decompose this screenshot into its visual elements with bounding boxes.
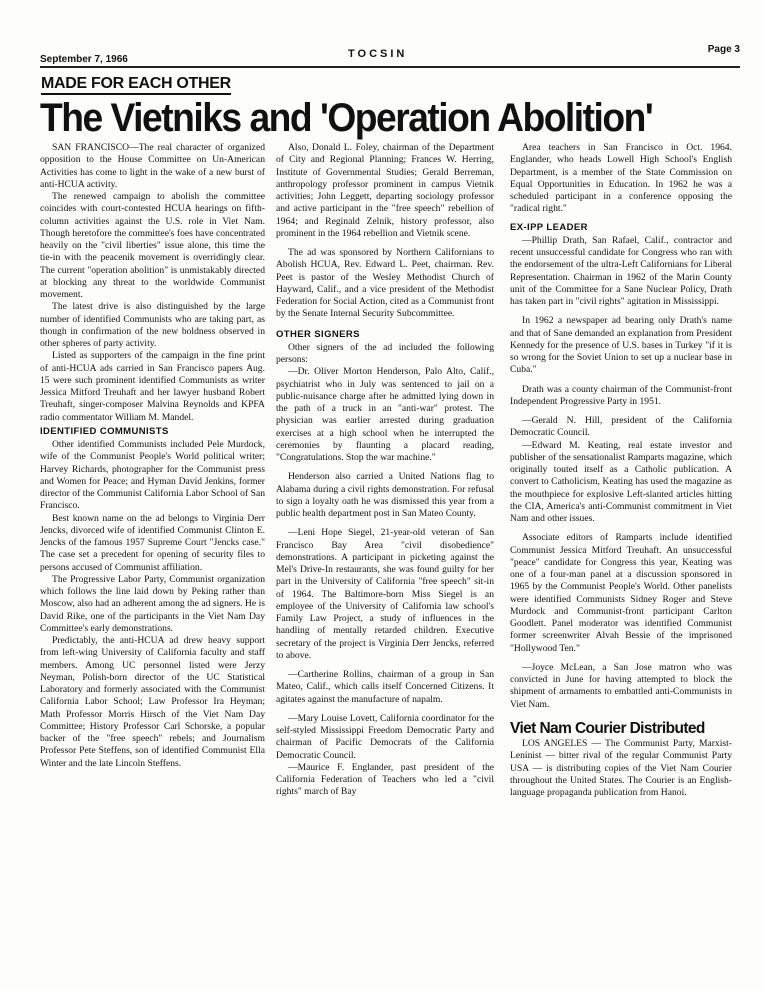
newspaper-name: TOCSIN: [348, 48, 408, 60]
article-column-3: [510, 142, 732, 799]
paragraph: Drath was a county chairman of the Communist-front Independent Progressive Party in 1951.: [510, 383, 732, 407]
paragraph: Associate editors of Ramparts include identified Communist Jessica Mitford Treuhaft. An unsuccessful "peace" candidate for Congress this year, Keating was one of a four-man panel at a discussion sponsored in 1965 by the Communist People's World. Other panelists were identified Communists Sidney Roger and Steve Murdock and Communist-front participant Carlton Goodlett. Panel moderator was identified Communist former screenwriter Alvah Bessie of the imprisoned "Hollywood Ten.": [510, 532, 732, 654]
page-number: Page 3: [707, 44, 740, 55]
paragraph: LOS ANGELES — The Communist Party, Marxist-Leninist — bitter rival of the regular Communist Party USA — is distributing copies of the Viet Nam Courier throughout the United States. The Courier is an English-language propaganda publication from Hanoi.: [510, 738, 732, 798]
paragraph: Best known name on the ad belongs to Virginia Derr Jencks, divorced wife of identified Communist Clinton E. Jencks of the famous 1957 Supreme Court "Jencks case." The case set a precedent for opening of security files to persons accused of Communist affiliation.: [40, 512, 265, 573]
paragraph: Listed as supporters of the campaign in the fine print of anti-HCUA ads carried in San Francisco papers Aug. 15 were such prominent identified Communists as writer Jessica Mitford Treuhaft and her lawyer husband Robert Treuhaft, singer-composer Malvina Reynolds and KPFA radio commentator William M. Mandel.: [40, 350, 265, 423]
paragraph: Other identified Communists included Pele Murdock, wife of the Communist People's World political writer; Harvey Richards, photographer for the Communist press and Women for Peace; and Hyman David Jenkins, former director of the Communist California Labor School of San Francisco.: [40, 439, 265, 512]
headline: The Vietniks and 'Operation Abolition': [40, 96, 653, 140]
paragraph: The ad was sponsored by Northern Californians to Abolish HCUA, Rev. Edward L. Peet, chairman. Rev. Peet is pastor of the Wesley Methodist Church of Hayward, Calif., and a vice president of the Methodist Federation for Social Action, cited as a Communist front by the Senate Internal Security Subcommittee.: [276, 247, 494, 320]
subhead-ex-ipp-leader: EX-IPP LEADER: [510, 221, 588, 233]
paragraph: Also, Donald L. Foley, chairman of the Department of City and Regional Planning; Frances W. Herring, Institute of Governmental Studies; Gerald Berreman, anthropology professor prominent in campus Vietnik activities; John Leggett, departing sociology professor and active participant in the "free speech" rebellion of 1964; and Reginald Zelnik, history professor, also prominent in the 1964 rebellion and Vietnik scene.: [276, 142, 494, 239]
kicker: MADE FOR EACH OTHER: [41, 75, 231, 95]
paragraph: —Gerald N. Hill, president of the California Democratic Council.: [510, 415, 732, 439]
subhead-identified-communists: IDENTIFIED COMMUNISTS: [40, 425, 169, 437]
masthead-rule: [40, 66, 740, 68]
paragraph: —Joyce McLean, a San Jose matron who was convicted in June for having attempted to block the shipment of armaments to embattled anti-Communists in Viet Nam.: [510, 661, 732, 710]
paragraph: Predictably, the anti-HCUA ad drew heavy support from left-wing University of California faculty and staff members. Among UC personnel listed were Jerzy Neyman, Polish-born director of the UC Statistical Laboratory and formerly associated with the Communist California Labor School; Law Professor Ira Heyman; Math Professor Morris Hirsch of the Viet Nam Day Committee; History Professor Carl Schorske, a popular backer of the "free speech" rebels; and Journalism Professor Pete Steffens, son of identified Communist Ella Winter and the late Lincoln Steffens.: [40, 635, 265, 769]
masthead: [40, 42, 740, 70]
paragraph: The latest drive is also distinguished by the large number of identified Communists who are taking part, as though in confirmation of the new boldness observed in other spheres of party activity.: [40, 301, 265, 349]
issue-date: September 7, 1966: [40, 54, 128, 65]
paragraph: —Mary Louise Lovett, California coordinator for the self-styled Mississippi Freedom Democratic Party and chairman of Pacific Democrats of the California Democratic Council.: [276, 712, 494, 761]
paragraph: —Dr. Oliver Morton Henderson, Palo Alto, Calif., psychiatrist who in July was sentenced to jail on a public-nuisance charge after he admitted lying down in the path of a truck in an "anti-war" protest. The physician was earlier arrested during graduation exercises at a high school when he interrupted the ceremonies by flaunting a placard reading, "Congratulations. Stop the war machine.": [276, 366, 494, 463]
paragraph: SAN FRANCISCO—The real character of organized opposition to the House Committee on Un-American Activities has come to light in the wake of a new burst of anti-HCUA activity.: [40, 142, 265, 190]
paragraph: The renewed campaign to abolish the committee coincides with court-contested HCUA hearings on fifth-column activities against the U.S. role in Viet Nam. Though heretofore the committee's foes have concentrated heavily on the "civil liberties" issue alone, this time the tie-in with the peacenik movement is overridingly clear. The current "operation abolition" is unmistakably directed at blocking any threat to the worldwide Communist movement.: [40, 191, 265, 300]
paragraph: —Leni Hope Siegel, 21-year-old veteran of San Francisco Bay Area "civil disobedience" demonstrations. A participant in picketing against the Mel's Drive-In restaurants, she was found guilty for her part in the University of California "free speech" sit-in of 1964. The Baltimore-born Miss Siegel is an employee of the University of California law school's Family Law Project, a study of influences in the handling of mentally retarded children. Executive secretary of the project is Virginia Derr Jencks, referred to above.: [276, 527, 494, 661]
paragraph: Henderson also carried a United Nations flag to Alabama during a civil rights demonstration. For refusal to sign a loyalty oath he was dismissed this year from a public health department post in San Mateo County.: [276, 471, 494, 519]
paragraph: The Progressive Labor Party, Communist organization which follows the line laid down by Peking rather than Moscow, also had an adherent among the ad signers. He is David Rike, one of the participants in the Viet Nam Day Committee's early demonstrations.: [40, 573, 265, 634]
paragraph: —Maurice F. Englander, past president of the California Federation of Teachers who led a "civil rights" march of Bay: [276, 761, 494, 798]
subhead-other-signers: OTHER SIGNERS: [276, 328, 360, 340]
subhead-viet-nam-courier: Viet Nam Courier Distributed: [510, 719, 705, 737]
article-column-1: [40, 142, 265, 770]
paragraph: —Cartherine Rollins, chairman of a group in San Mateo, Calif., which calls itself Concerned Citizens. It agitates against the manufacture of napalm.: [276, 669, 494, 705]
paragraph: Area teachers in San Francisco in Oct. 1964. Englander, who heads Lowell High School's English Department, is a member of the State Commission on Equal Opportunities in Education. In 1962 he was a scheduled participant in a conference opposing the "radical right.": [510, 142, 732, 215]
article-column-2: [276, 142, 494, 799]
paragraph: —Edward M. Keating, real estate investor and publisher of the sensationalist Ramparts magazine, which originally touted itself as a Catholic publication. A convert to Catholicism, Keating has used the magazine as the mouthpiece for explosive Left-slanted articles hitting the CIA, America's anti-Communist commitment in Viet Nam and other issues.: [510, 439, 732, 524]
paragraph: In 1962 a newspaper ad bearing only Drath's name and that of Sane demanded an explanation from President Kennedy for the presence of U.S. bases in Turkey "if it is so wrong for the Soviet Union to set up a nuclear base in Cuba.": [510, 315, 732, 376]
paragraph: —Phillip Drath, San Rafael, Calif., contractor and recent unsuccessful candidate for Congress who ran with the endorsement of the ultra-Left Californians for Liberal Representation. Chairman in 1962 of the Marin County unit of the Committee for a Sane Nuclear Policy, Drath has taken part in "civil rights" agitation in Mississippi.: [510, 234, 732, 307]
paragraph: Other signers of the ad included the following persons:: [276, 341, 494, 365]
